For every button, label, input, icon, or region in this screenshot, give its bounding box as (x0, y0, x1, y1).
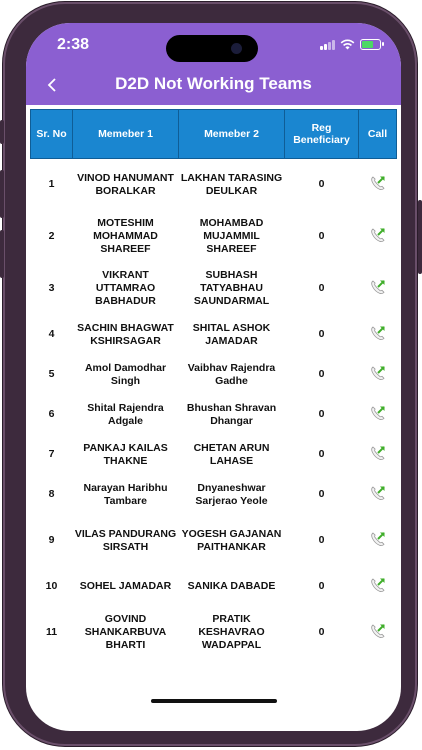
phone-call-icon[interactable] (369, 226, 387, 244)
col-header-call: Call (359, 110, 397, 159)
cell-call (359, 435, 397, 475)
cell-sr-no: 4 (48, 328, 55, 340)
phone-call-icon[interactable] (369, 278, 387, 296)
cell-sr-no: 7 (48, 448, 55, 460)
home-indicator[interactable] (151, 699, 277, 703)
cell-call (359, 159, 397, 211)
phone-call-icon[interactable] (369, 576, 387, 594)
cell-reg-beneficiary: 0 (318, 368, 325, 380)
phone-call-icon[interactable] (369, 484, 387, 502)
status-time: 2:38 (57, 36, 90, 53)
cell-reg-beneficiary: 0 (318, 282, 325, 294)
cell-call (359, 315, 397, 355)
camera-icon (231, 43, 242, 54)
cell-member-2: SANIKA DABADE (187, 580, 276, 592)
cell-reg-beneficiary: 0 (318, 626, 325, 638)
cell-call (359, 355, 397, 395)
col-header-reg-beneficiary: Reg Beneficiary (285, 110, 359, 159)
cell-member-2: Vaibhav Rajendra Gadhe (187, 361, 276, 387)
cell-reg-beneficiary: 0 (318, 230, 325, 242)
status-icons (320, 39, 381, 50)
table-row (31, 435, 397, 475)
table-row (31, 355, 397, 395)
cell-sr-no: 2 (48, 230, 55, 242)
cell-member-2: Bhushan Shravan Dhangar (186, 401, 277, 427)
cell-call (359, 475, 397, 515)
cell-member-1: Amol Damodhar Singh (84, 361, 167, 387)
cell-member-2: SUBHASH TATYABHAU SAUNDARMAL (193, 269, 270, 307)
cell-member-2: SHITAL ASHOK JAMADAR (192, 321, 271, 347)
cell-call (359, 567, 397, 607)
cell-reg-beneficiary: 0 (318, 448, 325, 460)
table-row (31, 315, 397, 355)
volume-up-button (0, 170, 4, 218)
cell-reg-beneficiary: 0 (318, 328, 325, 340)
cell-reg-beneficiary: 0 (318, 580, 325, 592)
cell-call (359, 395, 397, 435)
cell-member-1: VINOD HANUMANT BORALKAR (77, 171, 174, 197)
cell-reg-beneficiary: 0 (318, 534, 325, 546)
cell-sr-no: 5 (48, 368, 55, 380)
cell-member-1: VILAS PANDURANG SIRSATH (74, 527, 177, 553)
cell-member-2: YOGESH GAJANAN PAITHANKAR (181, 527, 282, 553)
cell-call (359, 211, 397, 263)
page-title: D2D Not Working Teams (115, 74, 312, 93)
cell-call (359, 607, 397, 659)
phone-call-icon[interactable] (369, 530, 387, 548)
app-screen (26, 23, 401, 731)
cell-member-1: MOTESHIM MOHAMMAD SHAREEF (93, 217, 158, 255)
phone-call-icon[interactable] (369, 324, 387, 342)
phone-frame (3, 2, 417, 746)
cell-reg-beneficiary: 0 (318, 178, 325, 191)
volume-down-button (0, 230, 4, 278)
cell-member-2: PRATIK KESHAVRAO WADAPPAL (198, 613, 265, 651)
cell-member-1: SACHIN BHAGWAT KSHIRSAGAR (77, 321, 174, 347)
cell-member-2: MOHAMBAD MUJAMMIL SHAREEF (199, 217, 264, 255)
cell-member-1: Shital Rajendra Adgale (87, 401, 164, 427)
table-row (31, 475, 397, 515)
table-row (31, 607, 397, 659)
phone-call-icon[interactable] (369, 444, 387, 462)
wifi-icon (340, 39, 355, 50)
cell-sr-no: 3 (48, 282, 55, 294)
cell-member-2: Dnyaneshwar Sarjerao Yeole (195, 481, 268, 507)
table-row (31, 395, 397, 435)
cell-sr-no: 10 (45, 580, 58, 592)
col-header-sr-no: Sr. No (31, 110, 73, 159)
table-row (31, 263, 397, 315)
table-row (31, 515, 397, 567)
app-header (26, 23, 401, 105)
table-row (31, 567, 397, 607)
cell-member-1: GOVIND SHANKARBUVA BHARTI (84, 613, 167, 651)
cell-sr-no: 8 (48, 488, 55, 500)
cell-member-1: PANKAJ KAILAS THAKNE (83, 441, 168, 467)
cell-reg-beneficiary: 0 (318, 408, 325, 420)
cell-sr-no: 1 (48, 178, 55, 191)
phone-call-icon[interactable] (369, 404, 387, 422)
cell-member-1: SOHEL JAMADAR (79, 580, 172, 592)
col-header-member-1: Memeber 1 (73, 110, 179, 159)
phone-call-icon[interactable] (369, 364, 387, 382)
dynamic-island (166, 35, 258, 62)
cell-sr-no: 9 (48, 534, 55, 546)
side-button (0, 120, 4, 144)
teams-table (30, 109, 396, 659)
phone-call-icon[interactable] (369, 622, 387, 640)
cell-sr-no: 11 (45, 626, 58, 638)
power-button (418, 200, 422, 274)
cell-member-1: VIKRANT UTTAMRAO BABHADUR (95, 269, 156, 307)
table-row (31, 159, 397, 211)
cell-reg-beneficiary: 0 (318, 488, 325, 500)
cell-member-2: CHETAN ARUN LAHASE (193, 441, 270, 467)
phone-call-icon[interactable] (369, 174, 387, 192)
table-row (31, 211, 397, 263)
col-header-member-2: Memeber 2 (179, 110, 285, 159)
cell-call (359, 515, 397, 567)
cell-member-1: Narayan Haribhu Tambare (83, 481, 168, 507)
cell-member-2: LAKHAN TARASING DEULKAR (180, 171, 283, 197)
signal-icon (320, 39, 335, 50)
cell-sr-no: 6 (48, 408, 55, 420)
table-header-row (31, 110, 397, 159)
battery-icon (360, 39, 381, 50)
cell-call (359, 263, 397, 315)
